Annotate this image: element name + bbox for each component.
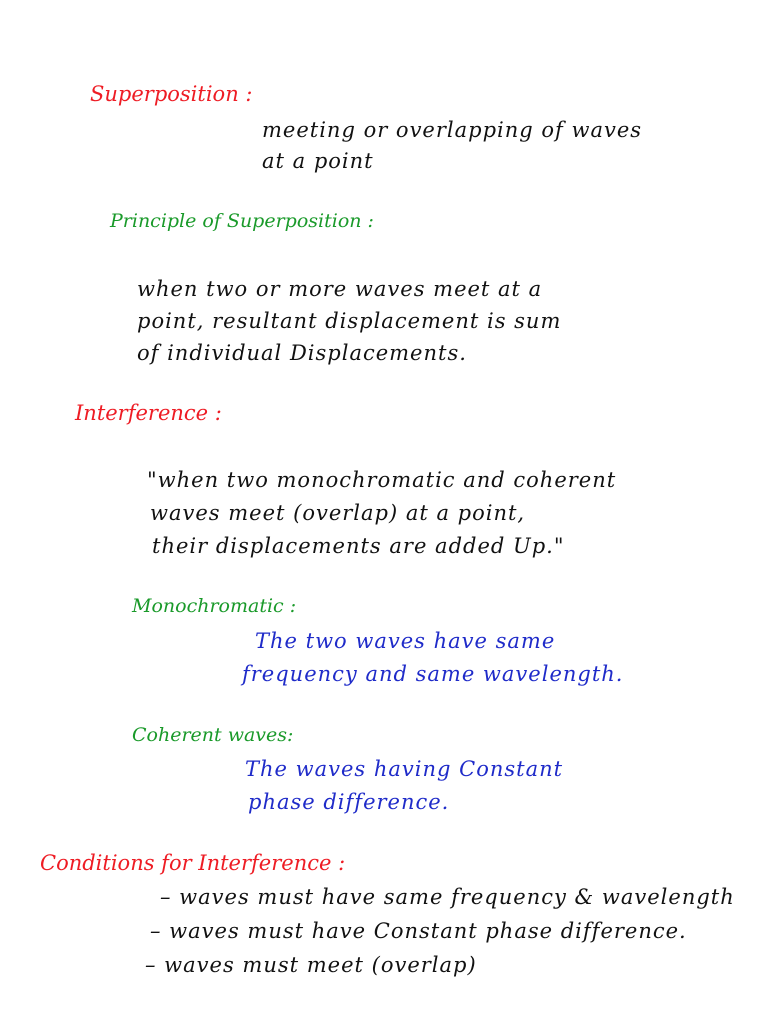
coherent-line-2: phase difference. (248, 790, 450, 814)
interference-line-3: their displacements are added Up." (152, 534, 565, 558)
superposition-definition-line-2: at a point (262, 149, 374, 173)
principle-line-2: point, resultant displacement is sum (137, 309, 562, 333)
monochromatic-line-1: The two waves have same (255, 629, 556, 653)
superposition-heading: Superposition : (90, 82, 253, 106)
interference-line-1: "when two monochromatic and coherent (147, 468, 617, 492)
conditions-heading: Conditions for Interference : (40, 851, 346, 875)
interference-heading: Interference : (75, 401, 222, 425)
principle-line-1: when two or more waves meet at a (137, 277, 543, 301)
coherent-line-1: The waves having Constant (245, 757, 564, 781)
coherent-heading: Coherent waves: (132, 724, 294, 746)
principle-line-3: of individual Displacements. (137, 341, 467, 365)
condition-item-2: – waves must have Constant phase difference. (150, 919, 687, 943)
interference-line-2: waves meet (overlap) at a point, (150, 501, 526, 525)
condition-item-1: – waves must have same frequency & wavelength (160, 885, 735, 909)
monochromatic-heading: Monochromatic : (132, 595, 297, 617)
condition-item-3: – waves must meet (overlap) (145, 953, 477, 977)
monochromatic-line-2: frequency and same wavelength. (242, 662, 624, 686)
superposition-definition-line-1: meeting or overlapping of waves (262, 118, 643, 142)
principle-heading: Principle of Superposition : (110, 210, 374, 232)
